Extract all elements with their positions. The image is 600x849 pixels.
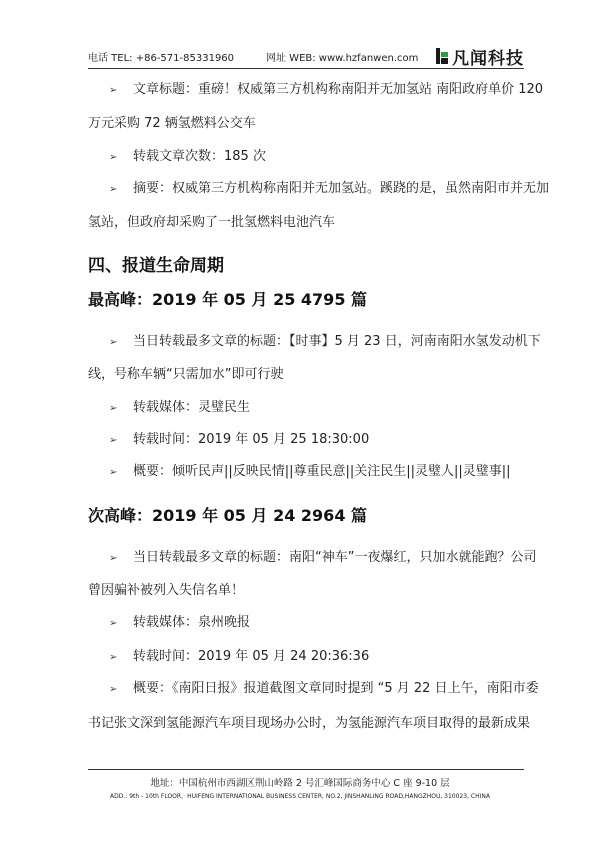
- bullet-arrow-icon: ➢: [109, 85, 118, 96]
- peak-heading: 次高峰：2019 年 05 月 24 2964 篇: [88, 506, 368, 525]
- bullet-arrow-icon: ➢: [109, 435, 118, 446]
- peak2-media: 转载媒体：泉州晚报: [133, 615, 251, 630]
- list-item: [109, 181, 549, 198]
- peak2-overview-line2: 书记张文深到氢能源汽车项目现场办公时，为氢能源汽车项目取得的最新成果: [88, 716, 531, 731]
- fanwen-logo-icon: [436, 48, 448, 64]
- bullet-arrow-icon: ➢: [109, 403, 118, 414]
- bullet-arrow-icon: ➢: [109, 467, 118, 478]
- bullet-arrow-icon: ➢: [109, 553, 118, 564]
- peak-heading: 最高峰：2019 年 05 月 25 4795 篇: [88, 290, 368, 309]
- peak2-title-line2: 曾因骗补被列入失信名单！: [88, 583, 245, 598]
- bullet-arrow-icon: ➢: [109, 152, 118, 163]
- bullet-arrow-icon: ➢: [109, 618, 118, 629]
- article-title-line2: 万元采购 72 辆氢燃料公交车: [88, 116, 256, 131]
- list-item: [109, 649, 369, 666]
- logo-text: 凡闻科技: [452, 48, 524, 69]
- article-title-line1: 文章标题：重磅！权威第三方机构称南阳并无加氢站 南阳政府单价 120: [133, 82, 544, 97]
- peak2-overview-line1: 概要：《南阳日报》报道截图文章同时提到 “5 月 22 日上午，南阳市委: [133, 681, 539, 696]
- list-item: [109, 615, 250, 632]
- header-web: 网址 WEB: www.hzfanwen.com: [266, 53, 419, 64]
- list-item: [109, 432, 369, 449]
- summary-line2: 氢站，但政府却采购了一批氢燃料电池汽车: [88, 215, 336, 230]
- bullet-arrow-icon: ➢: [109, 652, 118, 663]
- section-heading: 四、报道生命周期: [88, 256, 224, 276]
- list-item: [109, 681, 539, 698]
- page-header: [88, 44, 524, 68]
- header-divider: [88, 68, 524, 69]
- peak1-media: 转载媒体：灵璧民生: [133, 400, 251, 415]
- peak1-title-line1: 当日转载最多文章的标题：【时事】5 月 23 日，河南南阳水氢发动机下: [133, 334, 541, 349]
- peak2-title-line1: 当日转载最多文章的标题：南阳“神车”一夜爆红，只加水就能跑？公司: [133, 550, 537, 565]
- peak1-time: 转载时间：2019 年 05 月 25 18:30:00: [133, 432, 370, 447]
- bullet-arrow-icon: ➢: [109, 184, 118, 195]
- peak2-time: 转载时间：2019 年 05 月 24 20:36:36: [133, 649, 370, 664]
- list-item: [109, 400, 250, 417]
- bullet-arrow-icon: ➢: [109, 337, 118, 348]
- bullet-arrow-icon: ➢: [109, 684, 118, 695]
- footer-divider: [88, 769, 524, 770]
- summary-line1: 摘要：权威第三方机构称南阳并无加氢站。蹊跷的是，虽然南阳市并无加: [133, 181, 550, 196]
- list-item: [109, 550, 536, 567]
- header-tel: 电话 TEL: +86-571-85331960: [88, 53, 235, 64]
- company-logo: [436, 44, 524, 68]
- list-item: [109, 82, 543, 99]
- peak1-title-line2: 线，号称车辆“只需加水”即可行驶: [88, 367, 284, 382]
- list-item: [109, 464, 511, 481]
- list-item: [109, 334, 541, 351]
- peak1-overview: 概要：倾听民声||反映民情||尊重民意||关注民生||灵璧人||灵璧事||: [133, 464, 511, 479]
- footer-address-cn: 地址：中国杭州市西湖区荆山岭路 2 号汇峰国际商务中心 C 座 9-10 层: [150, 778, 450, 789]
- list-item: [109, 149, 266, 166]
- reprint-count: 转载文章次数：185 次: [133, 149, 266, 164]
- footer-address-en: ADD.: 9th - 10th FLOOR，HUIFENG INTERNATIONAL BUSINESS CENTER, NO.2, JINSHANLING ROAD,HANGZHOU, 310023, CHINA: [110, 793, 490, 800]
